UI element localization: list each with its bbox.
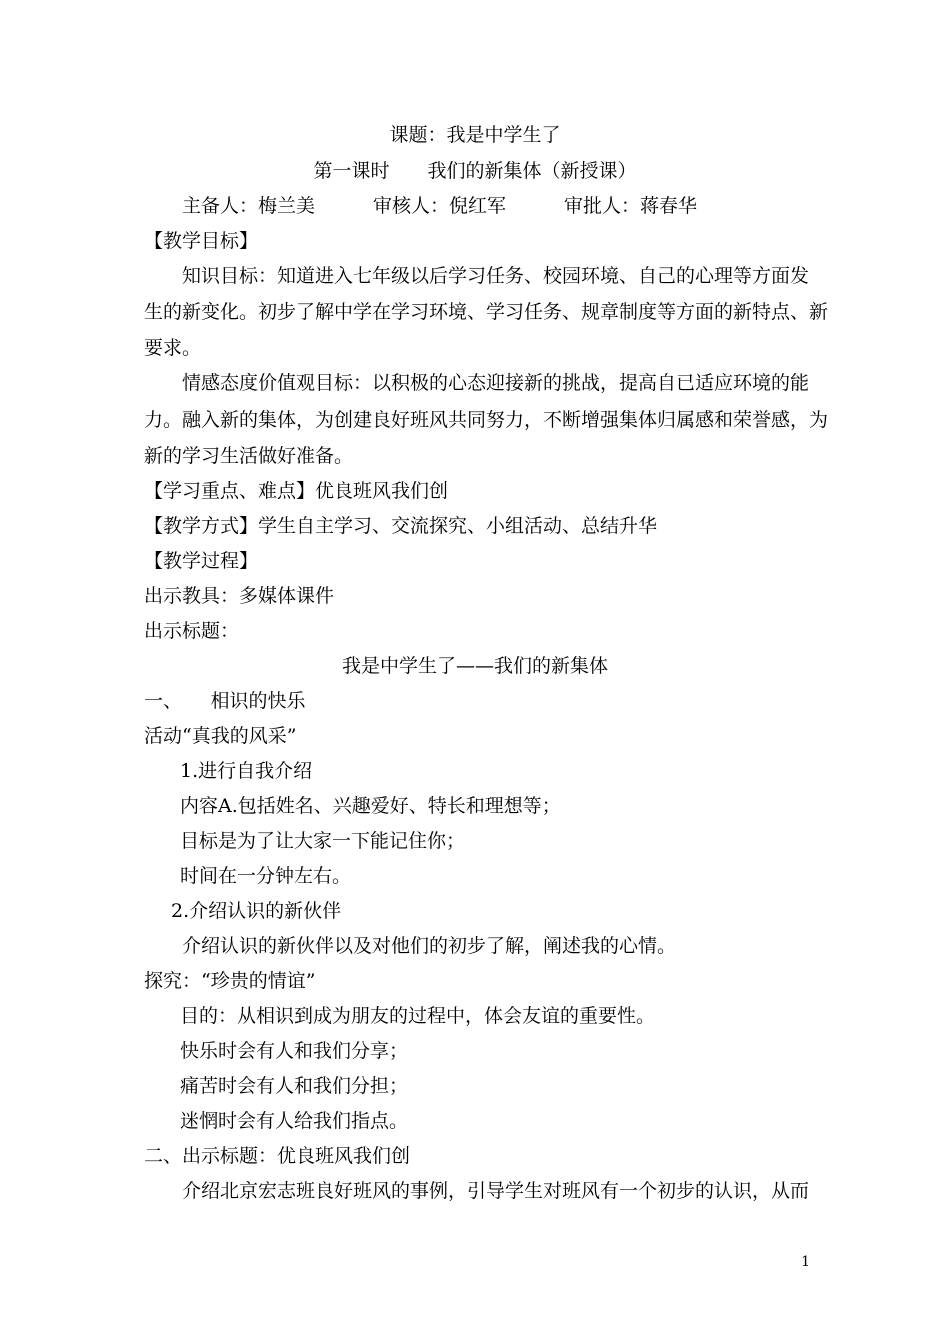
friendship-pain: 痛苦时会有人和我们分担； [180,1075,409,1097]
page-number: 1 [801,1254,810,1270]
reviewer-label: 审核人：倪红军 [373,195,507,217]
section-one-heading: 一、 相识的快乐 [144,690,306,712]
teaching-tools: 出示教具：多媒体课件 [144,585,335,607]
teaching-goals-heading: 【教学目标】 [144,230,259,252]
knowledge-goal-line-2: 生的新变化。初步了解中学在学习环境、学习任务、规章制度等方面的新特点、新 [144,301,829,323]
key-points: 【学习重点、难点】优良班风我们创 [144,480,449,502]
lesson-topic-title: 课题：我是中学生了 [389,124,561,146]
intro-time: 时间在一分钟左右。 [180,865,352,887]
teaching-methods: 【教学方式】学生自主学习、交流探究、小组活动、总结升华 [144,515,658,537]
knowledge-goal-line-3: 要求。 [144,337,202,359]
explore-title: 探究：“珍贵的情谊” [144,970,316,992]
lesson-period-subtitle: 第一课时 我们的新集体（新授课） [313,160,637,182]
preparer-label: 主备人：梅兰美 [182,195,316,217]
friendship-joy: 快乐时会有人和我们分享； [180,1040,409,1062]
activity-title: 活动“真我的风采” [144,725,297,747]
show-title-label: 出示标题： [144,620,240,642]
step-two-description: 介绍认识的新伙伴以及对他们的初步了解，阐述我的心情。 [182,935,677,957]
emotion-goal-line-2: 力。融入新的集体，为创建良好班风共同努力，不断增强集体归属感和荣誉感，为 [144,409,829,431]
step-two: 2.介绍认识的新伙伴 [171,900,342,922]
explore-purpose: 目的：从相识到成为朋友的过程中，体会友谊的重要性。 [180,1005,656,1027]
teaching-process-heading: 【教学过程】 [144,550,259,572]
lesson-slide-title: 我是中学生了——我们的新集体 [341,655,608,677]
emotion-goal-line-3: 新的学习生活做好准备。 [144,445,354,467]
knowledge-goal-line-1: 知识目标：知道进入七年级以后学习任务、校园环境、自己的心理等方面发 [182,265,810,287]
section-two-heading: 二、出示标题：优良班风我们创 [144,1145,411,1167]
section-two-description: 介绍北京宏志班良好班风的事例，引导学生对班风有一个初步的认识，从而 [182,1180,810,1202]
emotion-goal-line-1: 情感态度价值观目标：以积极的心态迎接新的挑战，提高自已适应环境的能 [182,372,810,394]
approver-label: 审批人：蒋春华 [564,195,698,217]
friendship-guidance: 迷惘时会有人给我们指点。 [180,1110,409,1132]
intro-goal: 目标是为了让大家一下能记住你； [180,830,466,852]
intro-content: 内容A.包括姓名、兴趣爱好、特长和理想等； [180,795,561,817]
step-one: 1.进行自我介绍 [180,760,313,782]
